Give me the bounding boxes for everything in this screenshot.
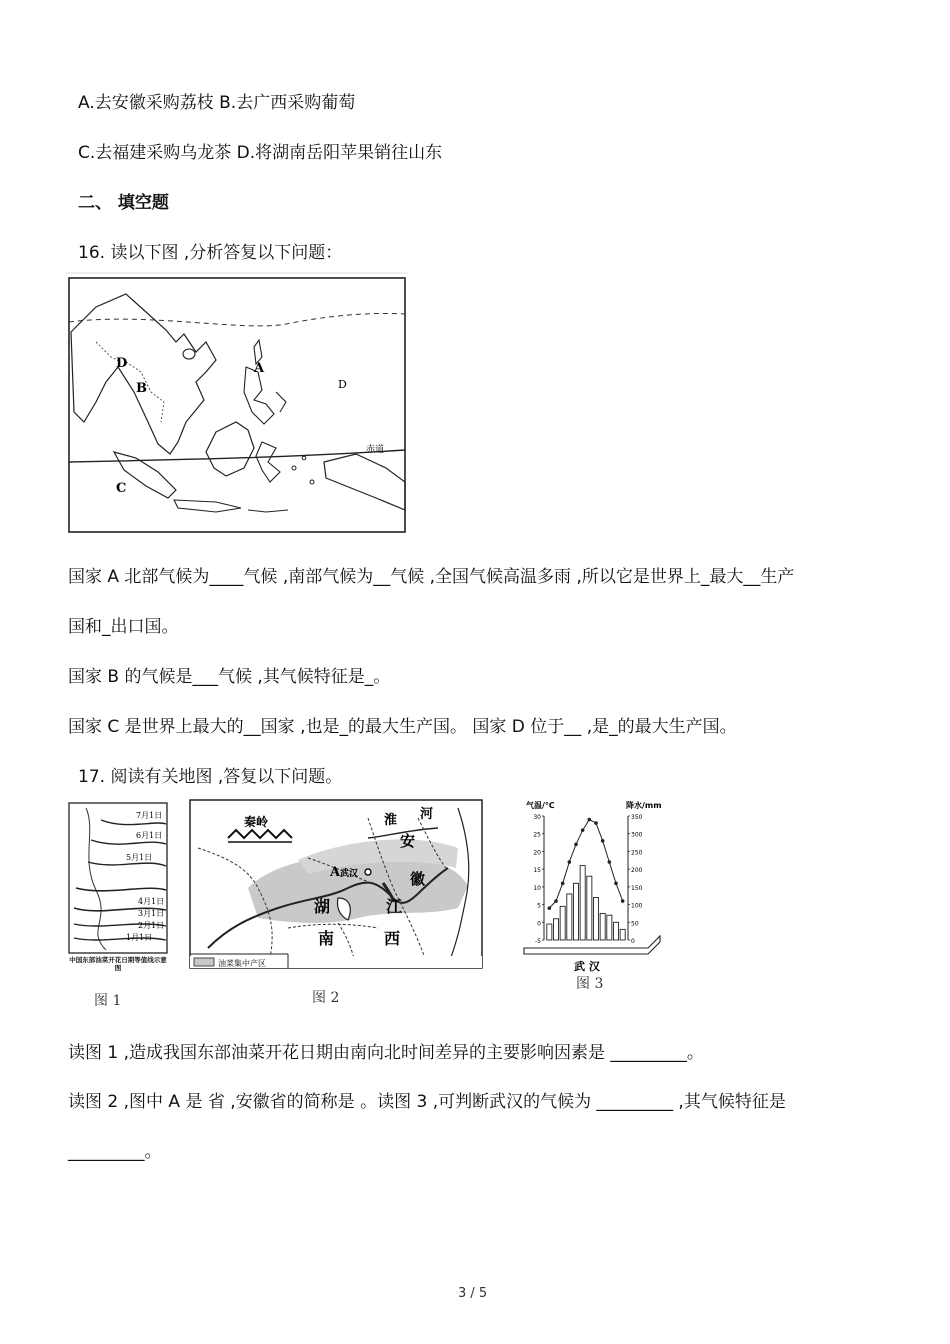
- fig1-date-2: 5月1日: [126, 853, 153, 862]
- fig3-precip-bar: [587, 876, 592, 940]
- fig3-right-tick: 150: [631, 884, 643, 892]
- fig3-temperature-point: [621, 899, 625, 903]
- wuhan-climate-chart: [518, 796, 666, 1000]
- fig3-left-tick: 20: [533, 849, 541, 857]
- fig3-label: 图 3: [576, 976, 604, 992]
- fig3-left-tick: -5: [535, 938, 541, 945]
- fig3-city: 武 汉: [574, 960, 600, 973]
- q17-stem: 17. 阅读有关地图 ,答复以下问题。: [78, 767, 343, 787]
- fig3-right-tick: 200: [631, 867, 643, 875]
- fig2-label-huai: 淮: [384, 813, 398, 828]
- fig3-precip-bar: [547, 924, 552, 940]
- fig3-left-tick: 10: [533, 884, 541, 892]
- fig3-precip-bar: [573, 883, 578, 940]
- option-line-1: A.去安徽采购荔枝 B.去广西采购葡萄: [78, 93, 356, 113]
- q17-figure-2: [188, 798, 484, 1010]
- fig1-caption: 中国东部油菜开花日期等值线示意图: [69, 956, 167, 972]
- map-label-d-east: D: [338, 378, 347, 391]
- q17-figure-3: [518, 796, 666, 1000]
- q16-line-1: 国家 A 北部气候为____气候 ,南部气候为__气候 ,全国气候高温多雨 ,所以它是世界上_最大__生产: [68, 567, 795, 587]
- fig3-temperature-point: [581, 828, 585, 832]
- fig3-precip-bar: [593, 897, 598, 940]
- q16-stem: 16. 读以下图 ,分析答复以下问题：: [78, 243, 343, 263]
- q16-line-4: 国家 C 是世界上最大的__国家 ,也是_的最大生产国。 国家 D 位于__ ,是_的最大生产国。: [68, 717, 737, 737]
- fig1-date-3: 4月1日: [138, 897, 165, 906]
- fig3-right-tick: 0: [631, 938, 635, 945]
- fig2-label-nan: 南: [318, 929, 335, 948]
- fig3-left-tick: 5: [537, 902, 541, 910]
- fig3-precip-bar: [553, 919, 558, 940]
- southeast-asia-map: [66, 272, 408, 536]
- fig3-precip-bar: [613, 922, 618, 940]
- page-number: 3 / 5: [458, 1286, 488, 1301]
- fig1-date-1: 6月1日: [136, 831, 163, 840]
- fig2-legend-text: 油菜集中产区: [218, 959, 266, 968]
- fig3-temperature-point: [574, 843, 578, 847]
- fig3-temperature-line: [549, 820, 622, 909]
- fig2-label-hui: 徽: [410, 870, 426, 888]
- q16-map-figure: [66, 272, 408, 536]
- fig2-label-a: A: [330, 865, 341, 880]
- fig3-right-tick: 100: [631, 902, 643, 910]
- fig3-right-tick: 300: [631, 831, 643, 839]
- fig3-precip-bar: [580, 866, 585, 940]
- q17-figure-1: [66, 800, 170, 1012]
- fig3-temperature-point: [601, 839, 605, 843]
- map-label-b: B: [136, 381, 147, 396]
- fig3-temperature-point: [594, 821, 598, 825]
- fig3-ylabel-right: 降水/mm: [626, 801, 662, 810]
- fig2-label-wuhan: 武汉: [340, 869, 359, 879]
- map-label-d-west: D: [116, 356, 128, 371]
- section-heading: 二、 填空题: [78, 193, 169, 213]
- fig1-date-6: 1月1日: [126, 933, 153, 942]
- fig3-ylabel-left: 气温/℃: [526, 801, 555, 810]
- fig2-label-an: 安: [400, 832, 416, 850]
- fig3-left-tick: 0: [537, 920, 541, 928]
- fig3-right-tick: 350: [631, 814, 643, 821]
- fig3-left-tick: 30: [533, 814, 541, 821]
- fig3-precip-bar: [607, 915, 612, 940]
- map-label-equator: 赤道: [366, 445, 385, 455]
- q17-line-3: _________。: [68, 1142, 162, 1162]
- fig1-date-4: 3月1日: [138, 909, 165, 918]
- q16-line-2: 国和_出口国。: [68, 617, 179, 637]
- rapeseed-flowering-isoline-map: [66, 800, 170, 1012]
- fig3-precip-bar: [620, 929, 625, 940]
- fig2-legend-swatch: [194, 958, 214, 966]
- fig3-right-tick: 50: [631, 920, 639, 928]
- option-line-2: C.去福建采购乌龙茶 D.将湖南岳阳苹果销往山东: [78, 143, 443, 163]
- central-china-map: [188, 798, 484, 1010]
- fig3-precip-bar: [600, 913, 605, 940]
- fig3-left-tick: 25: [533, 831, 541, 839]
- map-label-c: C: [116, 481, 127, 496]
- fig2-label: 图 2: [312, 990, 340, 1006]
- fig3-precip-bar: [567, 894, 572, 940]
- fig1-date-5: 2月1日: [138, 921, 165, 930]
- fig3-temperature-point: [588, 818, 592, 822]
- fig1-date-0: 7月1日: [136, 811, 163, 820]
- q17-line-1: 读图 1 ,造成我国东部油菜开花日期由南向北时间差异的主要影响因素是 _________。: [68, 1043, 704, 1063]
- fig2-label-qinling: 秦岭: [244, 815, 269, 829]
- fig3-temperature-point: [548, 906, 552, 910]
- fig3-left-tick: 15: [533, 867, 541, 875]
- q16-line-3: 国家 B 的气候是___气候 ,其气候特征是_。: [68, 667, 391, 687]
- fig2-label-xi: 西: [384, 929, 401, 948]
- fig3-temperature-point: [608, 860, 612, 864]
- fig3-temperature-point: [568, 860, 572, 864]
- fig1-label: 图 1: [94, 993, 122, 1009]
- fig2-label-he: 河: [420, 807, 434, 822]
- map-label-a: A: [254, 361, 265, 376]
- fig3-precip-bar: [560, 906, 565, 940]
- fig3-temperature-point: [554, 899, 558, 903]
- fig2-label-hu: 湖: [314, 897, 331, 916]
- fig2-label-jiang: 江: [386, 897, 403, 916]
- fig3-temperature-point: [561, 882, 565, 886]
- q17-line-2: 读图 2 ,图中 A 是 省 ,安徽省的简称是 。读图 3 ,可判断武汉的气候为 _________ ,其气候特征是: [68, 1092, 786, 1112]
- fig3-temperature-point: [614, 882, 618, 886]
- fig3-right-tick: 250: [631, 849, 643, 857]
